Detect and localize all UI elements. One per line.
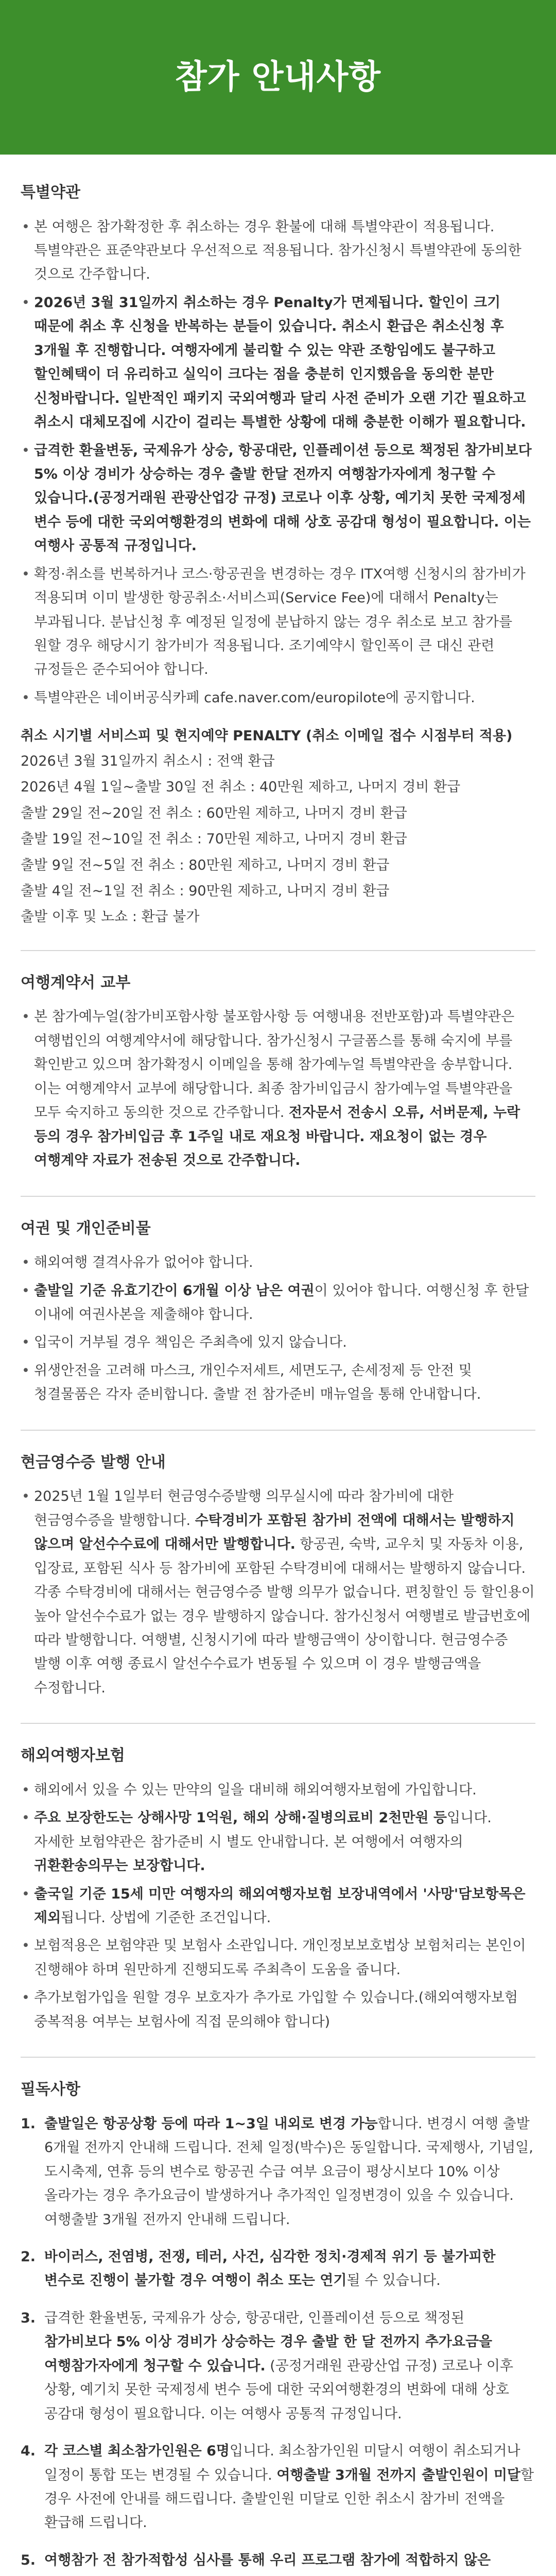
numbered-list: [21, 2112, 535, 2576]
item-body: [44, 2439, 535, 2535]
page-title: 참가 안내사항: [175, 58, 381, 96]
emphasis-text: 출발일 기준 유효기간이 6개월 이상 남은 여권: [34, 1282, 315, 1299]
numbered-item: [21, 2245, 535, 2293]
penalty-line: 2026년 3월 31일까지 취소시 : 전액 환급: [21, 753, 275, 769]
body-text: 위생안전을 고려해 마스크, 개인수저세트, 세면도구, 손세정제 등 안전 및 청결물품은 각자 준비합니다. 출발 전 참가준비 매뉴얼을 통해 안내합니다.: [34, 1362, 481, 1403]
body-text: 될 수 있습니다.: [346, 2273, 441, 2289]
section-cash-receipt: [21, 1430, 535, 1723]
list-item: [21, 563, 535, 682]
list-item: [21, 1279, 535, 1327]
emphasis-text: 참가비보다 5% 이상 경비가 상승하는 경우 출발 한 달 전까지 추가요금을 여행참가자에게 청구할 수 있습니다.: [44, 2334, 493, 2374]
emphasis-text: 출발일은 항공상황 등에 따라 1~3일 내외로 변경 가능: [44, 2115, 378, 2132]
body-text: 해외에서 있을 수 있는 만약의 일을 대비해 해외여행자보험에 가입합니다.: [34, 1782, 477, 1798]
section-travel-contract: [21, 950, 535, 1196]
body-text: 해외여행 결격사유가 없어야 합니다.: [34, 1255, 253, 1271]
list-item: [21, 1806, 535, 1878]
body-text: 추가보험가입을 원할 경우 보호자가 추가로 가입할 수 있습니다.(해외여행자보험 중복적용 여부는 보험사에 직접 문의해야 합니다): [34, 1990, 518, 2030]
list-item: [21, 1005, 535, 1173]
body-text: 입니다. 자세한 보험약관은 참가준비 시 별도 안내합니다. 본 여행에서 여행자의: [34, 1810, 492, 1850]
body-text: 합니다. 변경시 여행 출발 6개월 전까지 안내해 드립니다. 전체 일정(박수)은 동일합니다. 국제행사, 기념일, 도시축제, 연휴 등의 변수로 항공권 수급 여부 요금이 평상시보다 10% 이상 올라가는 경우 추가요금이 발생하거나 추가적인 일정변경이 있을 수 있습니다. 여행출발 3개월 전까지 안내해 드립니다.: [44, 2115, 533, 2228]
body-text: 할 경우 사전에 안내를 해드립니다. 출발인원 미달로 인한 취소시 참가비 전액을 환급해 드립니다.: [44, 2467, 534, 2531]
content: [0, 155, 556, 2576]
section-title-notice: 필독사항: [21, 2080, 80, 2099]
section-title-travel-contract: 여행계약서 교부: [21, 973, 131, 992]
penalty-line: 2026년 4월 1일~출발 30일 전 취소 : 40만원 제하고, 나머지 경비 환급: [21, 779, 461, 795]
list-item: [21, 686, 535, 710]
section-passport: [21, 1196, 535, 1430]
body-text: 항공권, 숙박, 교우치 및 자동차 이용, 입장료, 포함된 식사 등 참가비에 포함된 수탁경비에 대해서는 발행하지 않습니다. 각종 수탁경비에 대해서는 현금영수증 발행 의무가 없습니다. 편칭할인 등 할인용이 높아 알선수수료가 없는 경우 발행하지 않습니다. 참가신청서 여행별로 발급번호에 따라 발행합니다. 여행별, 신청시기에 따라 발행금액이 상이합니다. 현금영수증 발행 이후 여행 종료시 알선수수료가 변동될 수 있으며 이 경우 발행금액을 수정합니다.: [34, 1536, 535, 1696]
body-text: 본 여행은 참가확정한 후 취소하는 경우 환불에 대해 특별약관이 적용됩니다. 특별약관은 표준약관보다 우선적으로 적용됩니다. 참가신청시 특별약관에 동의한 것으로 간주합니다.: [34, 218, 522, 283]
list-item: [21, 1359, 535, 1407]
numbered-item: [21, 2549, 535, 2576]
emphasis-text: 여행출발 3개월 전까지 출발인원이 미달: [276, 2467, 521, 2483]
body-text: 본 참가예누얼(참가비포함사항 불포함사항 등 여행내용 전반포함)과 특별약관은 여행법인의 여행계약서에 해당합니다. 참가신청시 구글폼스를 통해 숙지에 부를 확인받고 있으며 참가확정시 이메일을 통해 참가예누얼 특별약관을 송부합니다. 이는 여행계약서 교부에 해당합니다. 최종 참가비입금시 참가예누얼 특별약관을 모두 숙지하고 동의한 것으로 간주합니다.: [34, 1009, 515, 1121]
bullet-list: [21, 1005, 535, 1173]
emphasis-text: 여행참가 전 참가적합성 심사를 통해 우리 프로그램 참가에 적합하지 않은: [44, 2552, 491, 2568]
section-notice: [21, 2057, 535, 2576]
emphasis-text: 출국일 기준 15세 미만 여행자의 해외여행자보험 보장내역에서 '사망'담보항목은 제외: [34, 1886, 526, 1926]
section-title-cash-receipt: 현금영수증 발행 안내: [21, 1453, 166, 1471]
list-item: [21, 1883, 535, 1930]
numbered-item: [21, 2307, 535, 2426]
emphasis-text: 전자문서 전송시 오류, 서버문제, 누락 등의 경우 참가비입금 후 1주일 내로 재요청 바랍니다. 재요청이 없는 경우 여행계약 자료가 전송된 것으로 간주합니다.: [34, 1105, 520, 1169]
list-item: [21, 215, 535, 287]
bullet-list: [21, 1485, 535, 1700]
body-text: 입니다. 최소참가인원 미달시 여행이 취소되거나 일정이 통합 또는 변경될 수 있습니다.: [44, 2443, 520, 2483]
emphasis-text: 각 코스별 최소참가인원은 6명: [44, 2443, 230, 2460]
item-number: 2.: [21, 2249, 36, 2265]
penalty-title: 취소 시기별 서비스피 및 현지예약 PENALTY (취소 이메일 접수 시점부터 적용): [21, 728, 513, 744]
list-item: [21, 1331, 535, 1354]
bullet-list: [21, 215, 535, 710]
list-item: [21, 1778, 535, 1802]
body-text: 보험적용은 보험약관 및 보험사 소관입니다. 개인정보보호법상 보험처리는 본인이 진행해야 하며 원만하게 진행되도록 주최측이 도움을 줍니다.: [34, 1938, 526, 1978]
body-text: 급격한 환율변동, 국제유가 상승, 항공대란, 인플레이션 등으로 책정된: [44, 2310, 465, 2326]
penalty-line: 출발 19일 전~10일 전 취소 : 70만원 제하고, 나머지 경비 환급: [21, 831, 407, 848]
list-item: [21, 439, 535, 558]
bullet-list: [21, 1778, 535, 2034]
penalty-line: 출발 이후 및 노쇼 : 환급 불가: [21, 909, 200, 925]
item-body: [44, 2245, 535, 2293]
emphasis-text: 2026년 3월 31일까지 취소하는 경우 Penalty가 면제됩니다. 할인이 크기 때문에 취소 후 신청을 반복하는 분들이 있습니다. 취소시 환급은 취소신청 후 3개월 후 진행합니다. 여행자에게 불리할 수 있는 약관 조항임에도 불구하고 할인혜택이 더 유리하고 실익이 크다는 점을 충분히 인지했음을 동의한 분만 신청바랍니다. 일반적인 패키지 국외여행과 달리 사전 준비가 오랜 기간 필요하고 취소시 대체모집에 시간이 걸리는 특별한 상황에 대해 충분한 이해가 필요합니다.: [34, 294, 526, 431]
item-number: 3.: [21, 2310, 36, 2326]
emphasis-text: 주요 보장한도는 상해사망 1억원, 해외 상해·질병의료비 2천만원 등: [34, 1810, 447, 1826]
list-item: [21, 1986, 535, 2034]
emphasis-text: 바이러스, 전염병, 전쟁, 테러, 사건, 심각한 정치·경제적 위기 등 불가피한 변수로 진행이 불가할 경우 여행이 취소 또는 연기: [44, 2249, 496, 2289]
item-body: [44, 2112, 535, 2232]
list-item: [21, 291, 535, 435]
section-title-insurance: 해외여행자보험: [21, 1747, 125, 1765]
list-item: [21, 1485, 535, 1700]
emphasis-text: 수탁경비가 포함된 참가비 전액에 대해서는 발행하지 않으며 알선수수료에 대해서만 발행합니다.: [34, 1512, 515, 1553]
page-header: [0, 0, 556, 155]
numbered-item: [21, 2439, 535, 2535]
item-number: 4.: [21, 2443, 36, 2460]
penalty-schedule: [21, 724, 535, 929]
body-text: 입국이 거부될 경우 책임은 주최측에 있지 않습니다.: [34, 1334, 347, 1351]
penalty-lines: [21, 750, 535, 929]
section-special-terms: [21, 164, 535, 950]
numbered-item: [21, 2112, 535, 2232]
body-text: 2025년 1월 1일부터 현금영수증발행 의무실시에 따라 참가비에 대한 현금영수증을 발행합니다.: [34, 1488, 454, 1529]
item-number: 1.: [21, 2115, 36, 2132]
penalty-line: 출발 4일 전~1일 전 취소 : 90만원 제하고, 나머지 경비 환급: [21, 883, 390, 899]
list-item: [21, 1934, 535, 1982]
item-body: [44, 2549, 535, 2576]
body-text: (공정거래원 관광산업 규정) 코로나 이후 상황, 예기치 못한 국제정세 변수 등에 대한 국외여행환경의 변화에 대해 상호 공감대 형성이 필요합니다. 이는 여행사 공통적 규정입니다.: [44, 2358, 513, 2422]
list-item: [21, 1251, 535, 1275]
body-text: 특별약관은 네이버공식카페 cafe.naver.com/europilote에 공지합니다.: [34, 689, 475, 706]
body-text: 이 있어야 합니다. 여행신청 후 한달 이내에 여권사본을 제출해야 합니다.: [34, 1282, 529, 1323]
section-insurance: [21, 1723, 535, 2057]
item-body: [44, 2307, 535, 2426]
penalty-line: 출발 9일 전~5일 전 취소 : 80만원 제하고, 나머지 경비 환급: [21, 857, 390, 873]
body-text: 확정·취소를 번복하거나 코스·항공권을 변경하는 경우 ITX여행 신청시의 참가비가 적용되며 이미 발생한 항공취소·서비스피(Service Fee)에 대해서 Penalty는 부과됩니다. 분납신청 후 예정된 일정에 분납하지 않는 경우 취소로 보고 참가를 원할 경우 해당시기 참가비가 적용됩니다. 조기예약시 할인폭이 큰 대신 관련 규정들은 준수되어야 합니다.: [34, 566, 526, 678]
emphasis-text: 급격한 환율변동, 국제유가 상승, 항공대란, 인플레이션 등으로 책정된 참가비보다 5% 이상 경비가 상승하는 경우 출발 한달 전까지 여행참가자에게 청구할 수 있습니다.(공정거래원 관광산업강 규정) 코로나 이후 상황, 예기치 못한 국제정세 변수 등에 대한 국외여행환경의 변화에 대해 상호 공감대 형성이 필요합니다. 이는 여행사 공통적 규정입니다.: [34, 442, 532, 554]
emphasis-text: 귀환환송의무는 보장합니다.: [34, 1858, 205, 1874]
section-title-passport: 여권 및 개인준비물: [21, 1219, 151, 1238]
item-number: 5.: [21, 2552, 36, 2568]
section-title-special-terms: 특별약관: [21, 183, 80, 201]
bullet-list: [21, 1251, 535, 1407]
penalty-line: 출발 29일 전~20일 전 취소 : 60만원 제하고, 나머지 경비 환급: [21, 805, 407, 821]
body-text: 됩니다. 상법에 기준한 조건입니다.: [61, 1910, 271, 1926]
